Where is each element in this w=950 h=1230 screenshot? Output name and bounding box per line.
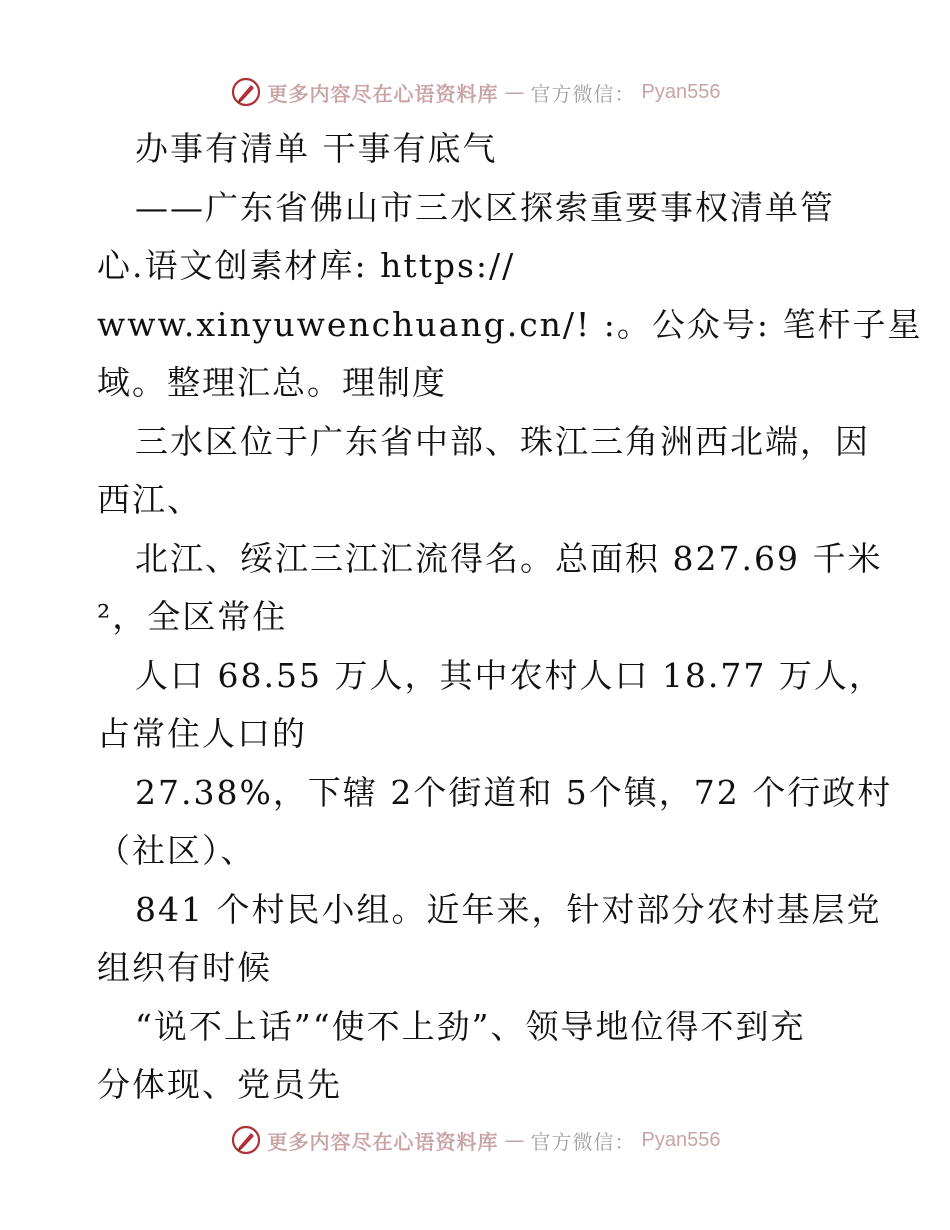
text-line: （社区）、 [97, 831, 256, 870]
banner-wechat-id: Pyan556 [641, 1128, 721, 1151]
document-body [97, 120, 923, 1115]
header-watermark-banner [0, 72, 950, 112]
text-line: 西江、 [97, 480, 202, 519]
text-line: “说不上话”“使不上劲”、领导地位得不到充 [135, 1006, 806, 1046]
document-title: 办事有清单 干事有底气 [135, 129, 498, 168]
pen-logo-icon [230, 1124, 262, 1156]
pen-logo-icon [230, 76, 262, 108]
banner-official-label: 官方微信： [530, 81, 636, 106]
text-line: 841 个村民小组。近年来，针对部分农村基层党 [135, 889, 882, 929]
banner-wechat-id: Pyan556 [641, 80, 721, 103]
text-line: 占常住人口的 [97, 714, 307, 753]
text-line: 北江、绥江三江汇流得名。总面积 827.69 千米 [135, 538, 883, 578]
text-line: 人口 68.55 万人，其中农村人口 18.77 万人， [135, 655, 884, 695]
text-line: 域。整理汇总。理制度 [97, 363, 447, 402]
text-line: 27.38%，下辖 2个街道和 5个镇，72 个行政村 [135, 772, 893, 812]
banner-separator: — [504, 80, 525, 104]
footer-watermark-banner [0, 1120, 950, 1160]
banner-ad-text: 更多内容尽在心语资料库 [267, 1129, 499, 1154]
banner-official-label: 官方微信： [530, 1129, 636, 1154]
text-line: 分体现、党员先 [97, 1065, 342, 1104]
text-line: 三水区位于广东省中部、珠江三角洲西北端，因 [135, 421, 870, 461]
document-subtitle: ——广东省佛山市三水区探索重要事权清单管 [135, 187, 835, 227]
banner-ad-text: 更多内容尽在心语资料库 [267, 81, 499, 106]
text-line: 心.语文创素材库: https:// [97, 246, 516, 285]
text-line: ²，全区常住 [97, 597, 288, 636]
banner-separator: — [504, 1128, 525, 1152]
text-line: 组织有时候 [97, 948, 272, 987]
text-line: www.xinyuwenchuang.cn/! :。公众号: 笔杆子星 [97, 304, 923, 344]
